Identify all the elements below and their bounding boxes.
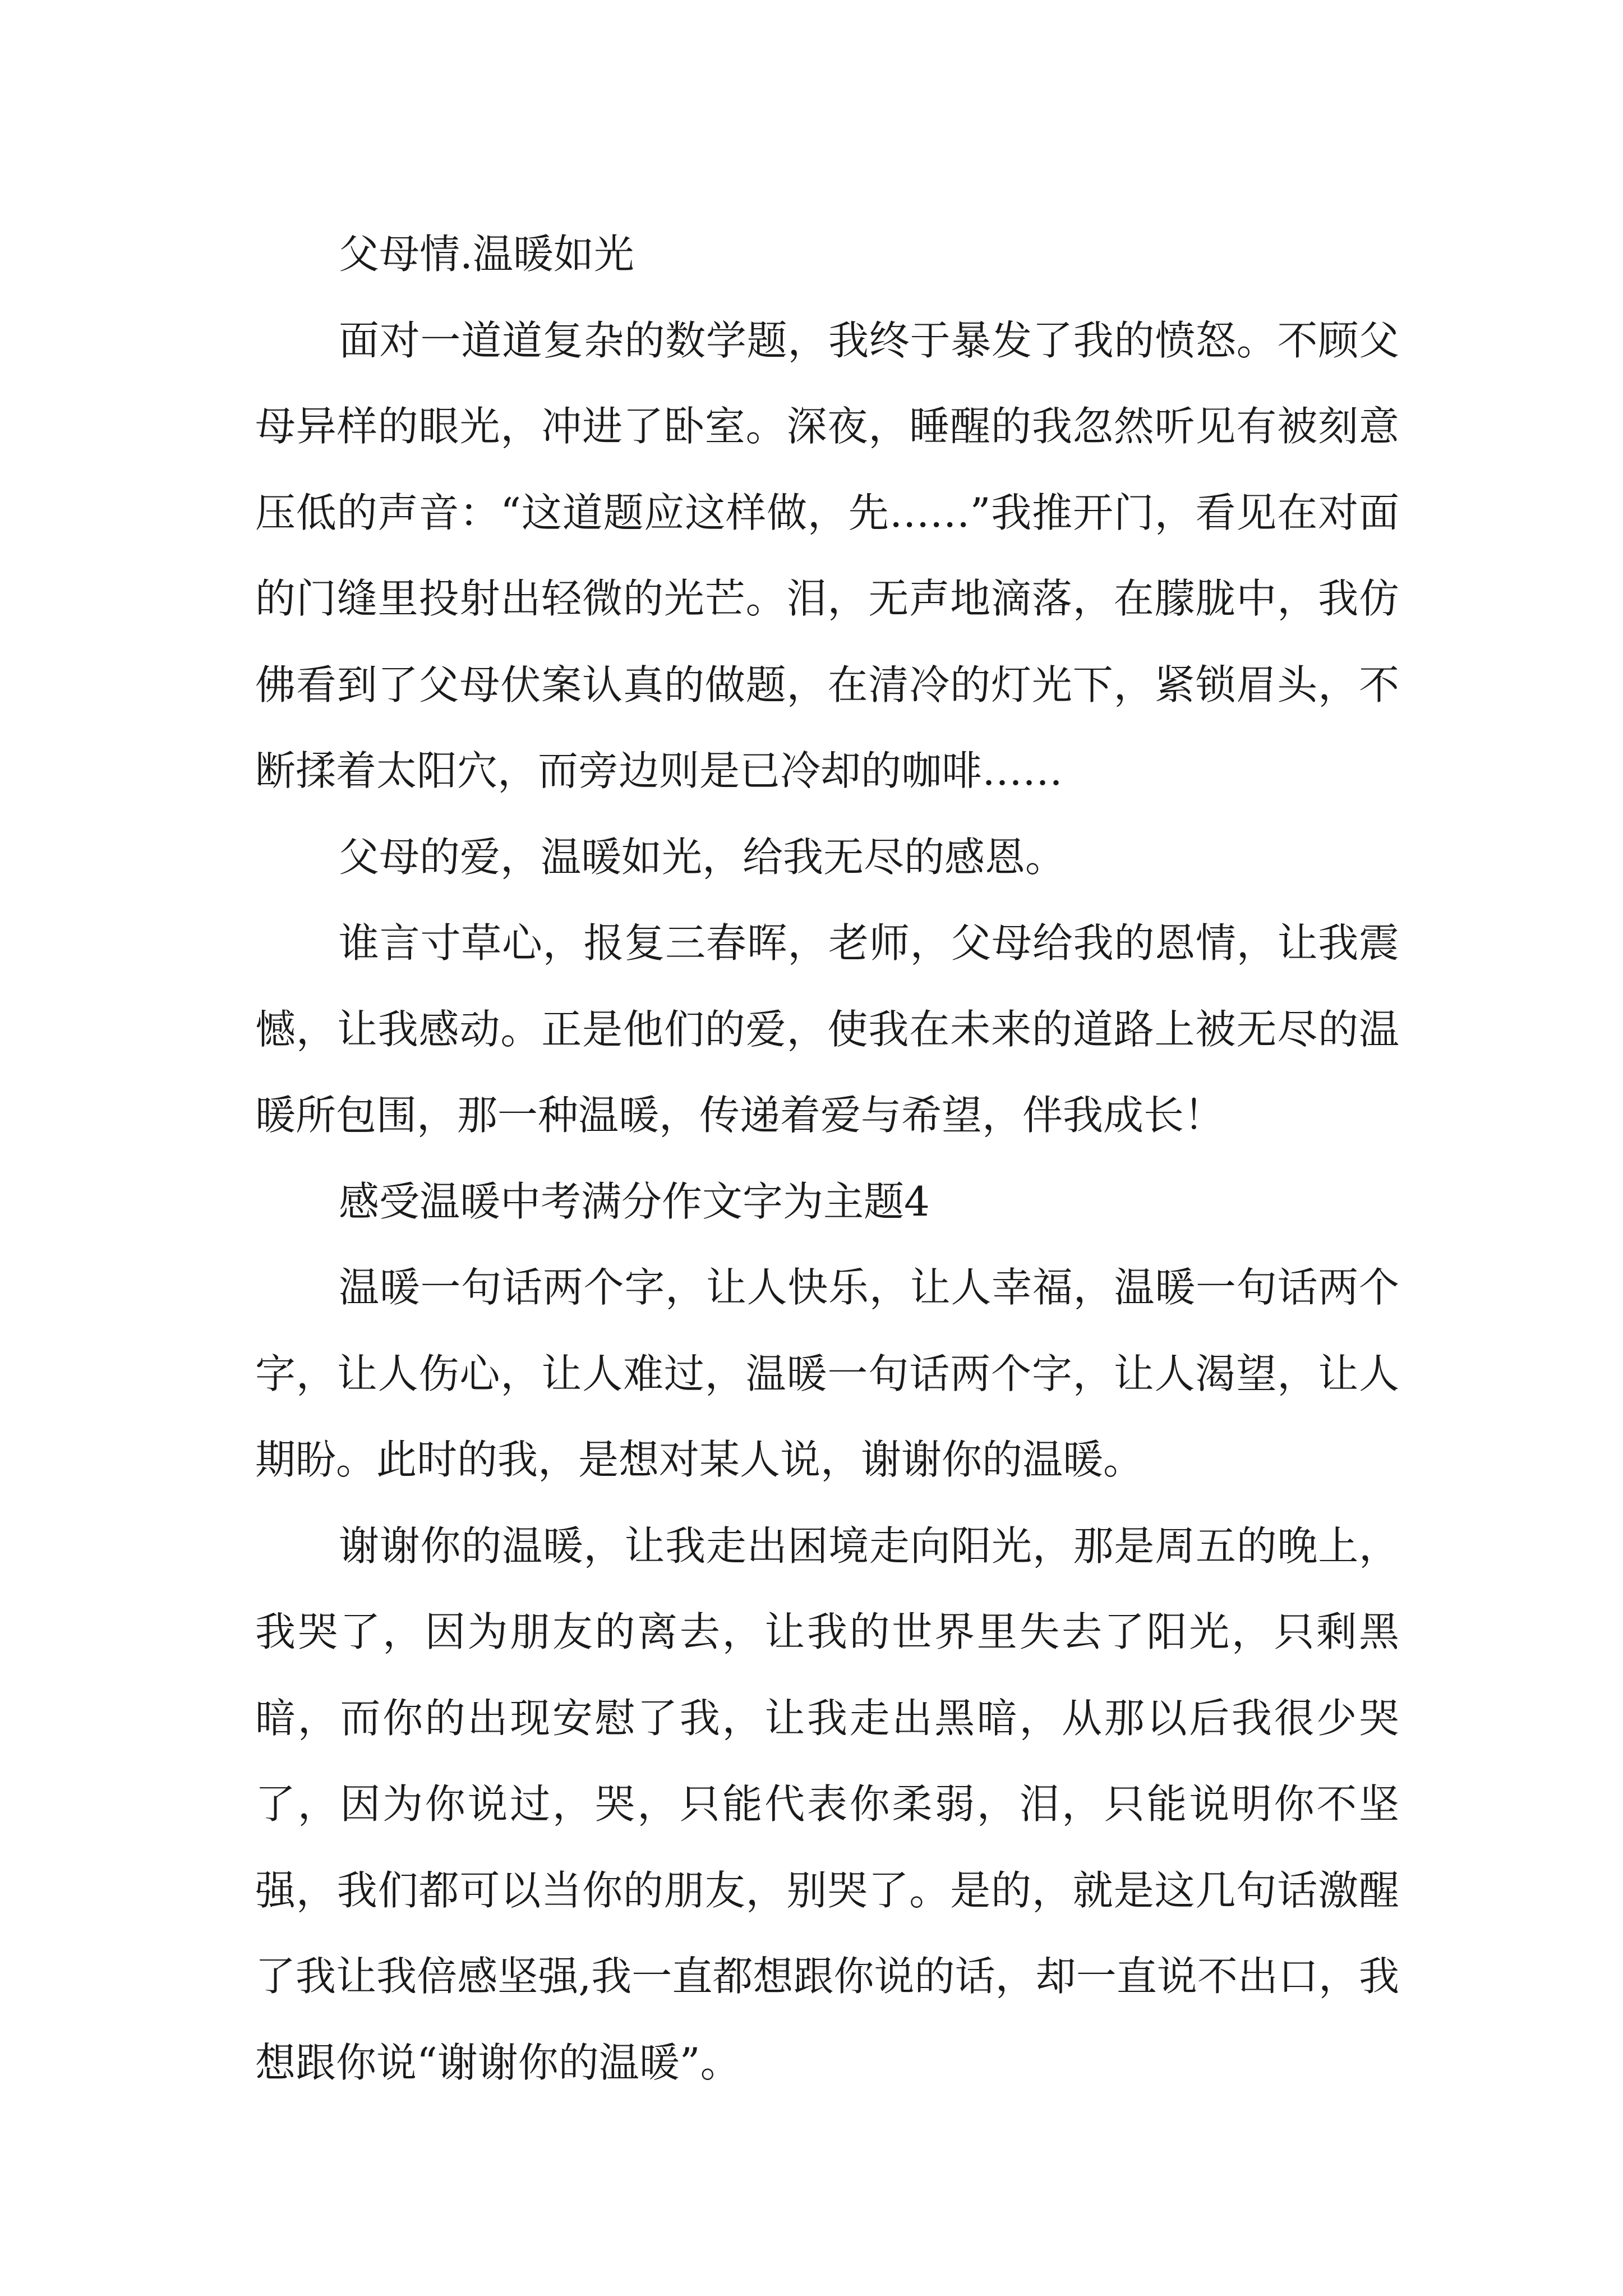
paragraph: 温暖一句话两个字，让人快乐，让人幸福，温暖一句话两个字，让人伤心，让人难过，温暖一句话两个字，让人渴望，让人期盼。此时的我，是想对某人说，谢谢你的温暖。 (255, 1264, 1399, 1483)
paragraph: 父母的爱，温暖如光，给我无尽的感恩。 (339, 833, 1066, 881)
section-heading: 感受温暖中考满分作文字为主题4 (339, 1177, 930, 1225)
section-heading: 父母情.温暖如光 (339, 231, 634, 278)
paragraph: 面对一道道复杂的数学题，我终于暴发了我的愤怒。不顾父母异样的眼光，冲进了卧室。深夜，睡醒的我忽然听见有被刻意压低的声音：“这道题应这样做，先……”我推开门，看见在对面的门缝里投射出轻微的光芒。泪，无声地滴落，在朦胧中，我仿佛看到了父母伏案认真的做题，在清冷的灯光下，紧锁眉头，不断揉着太阳穴，而旁边则是已冷却的咖啡…… (255, 316, 1399, 794)
document-body (255, 211, 1399, 2106)
paragraph: 谢谢你的温暖，让我走出困境走向阳光，那是周五的晚上，我哭了，因为朋友的离去，让我的世界里失去了阳光，只剩黑暗，而你的出现安慰了我，让我走出黑暗，从那以后我很少哭了，因为你说过，哭，只能代表你柔弱，泪，只能说明你不坚强，我们都可以当你的朋友，别哭了。是的，就是这几句话激醒了我让我倍感坚强,我一直都想跟你说的话，却一直说不出口，我想跟你说“谢谢你的温暖”。 (255, 1522, 1399, 2086)
paragraph: 谁言寸草心，报复三春晖，老师，父母给我的恩情，让我震憾，让我感动。正是他们的爱，使我在未来的道路上被无尽的温暖所包围，那一种温暖，传递着爱与希望，伴我成长！ (255, 919, 1399, 1139)
